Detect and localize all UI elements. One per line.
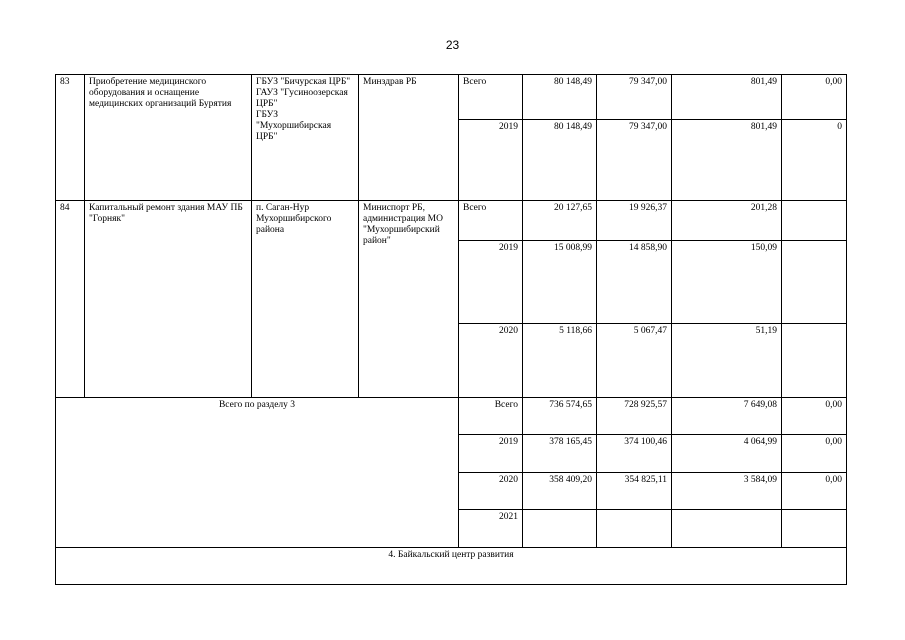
federal-amount: 19 926,37 [597,201,672,241]
municipal-amount [782,510,847,548]
total-amount: 80 148,49 [523,75,597,120]
municipal-amount: 0,00 [782,435,847,473]
municipal-amount: 0,00 [782,75,847,120]
budget-table [55,74,847,585]
recipient-cell: п. Саган-Нур Мухоршибирского района [252,201,359,398]
period: 2021 [459,510,523,548]
federal-amount: 79 347,00 [597,75,672,120]
total-amount: 80 148,49 [523,120,597,201]
period: 2020 [459,473,523,510]
municipal-amount [782,201,847,241]
regional-amount: 7 649,08 [672,398,782,435]
recipient-line: ГАУЗ "Гусиноозерская ЦРБ" [256,88,348,109]
table-row [56,75,847,120]
federal-amount: 14 858,90 [597,241,672,324]
period: Всего [459,398,523,435]
regional-amount: 51,19 [672,324,782,398]
period: 2019 [459,241,523,324]
federal-amount: 79 347,00 [597,120,672,201]
municipal-amount: 0 [782,120,847,201]
section-total-label: Всего по разделу 3 [56,398,459,548]
municipal-amount [782,324,847,398]
ministry: Минздрав РБ [359,75,459,201]
ministry: Миниспорт РБ, администрация МО "Мухоршибирский район" [359,201,459,398]
regional-amount: 801,49 [672,75,782,120]
item-name: Капитальный ремонт здания МАУ ПБ "Горняк" [85,201,252,398]
regional-amount: 201,28 [672,201,782,241]
regional-amount: 3 584,09 [672,473,782,510]
total-amount: 20 127,65 [523,201,597,241]
total-amount: 378 165,45 [523,435,597,473]
period: 2019 [459,435,523,473]
regional-amount: 801,49 [672,120,782,201]
total-amount [523,510,597,548]
period: 2019 [459,120,523,201]
regional-amount [672,510,782,548]
federal-amount: 728 925,57 [597,398,672,435]
federal-amount [597,510,672,548]
period: 2020 [459,324,523,398]
period: Всего [459,201,523,241]
row-number: 83 [56,75,85,201]
item-name: Приобретение медицинского оборудования и оснащение медицинских организаций Бурятия [85,75,252,201]
recipient-line: ГБУЗ "Бичурская ЦРБ" [256,77,351,87]
federal-amount: 5 067,47 [597,324,672,398]
recipient-line: ГБУЗ "Мухоршибирская ЦРБ" [256,110,332,142]
total-amount: 736 574,65 [523,398,597,435]
regional-amount: 150,09 [672,241,782,324]
table-row [56,201,847,241]
table-row [56,548,847,585]
table-row [56,398,847,435]
total-amount: 358 409,20 [523,473,597,510]
municipal-amount [782,241,847,324]
row-number: 84 [56,201,85,398]
municipal-amount: 0,00 [782,473,847,510]
federal-amount: 374 100,46 [597,435,672,473]
total-amount: 5 118,66 [523,324,597,398]
page-number: 23 [445,38,460,52]
period: Всего [459,75,523,120]
regional-amount: 4 064,99 [672,435,782,473]
section-heading: 4. Байкальский центр развития [56,548,847,585]
total-amount: 15 008,99 [523,241,597,324]
recipient-cell [252,75,359,201]
municipal-amount: 0,00 [782,398,847,435]
federal-amount: 354 825,11 [597,473,672,510]
